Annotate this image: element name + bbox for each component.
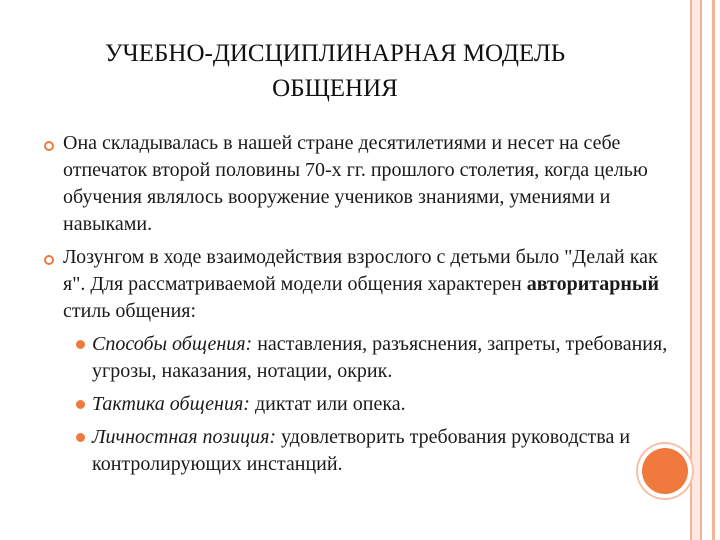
ring-bullet-icon <box>44 255 54 265</box>
sub-bullet-text: наставления, разъяснения, запреты, требования, угрозы, наказания, нотации, окрик. <box>92 333 668 382</box>
sub-bullet-text: диктат или опека. <box>249 393 406 415</box>
bullet-paragraph-2 <box>30 244 680 325</box>
sub-bullet-label: Личностная позиция: <box>92 426 277 448</box>
slide-title <box>30 36 640 106</box>
decorative-line <box>690 0 692 540</box>
decorative-band <box>692 0 700 540</box>
sub-bullet-3 <box>30 424 680 478</box>
title-line-2: ОБЩЕНИЯ <box>272 75 398 102</box>
dot-bullet-icon <box>76 433 85 442</box>
paragraph-text: Лозунгом в ходе взаимодействия взрослого с детьми было "Делай как я". Для рассматриваемой модели общения характерен <box>63 246 658 295</box>
ring-bullet-icon <box>44 141 54 151</box>
sub-bullet-text: удовлетворить требования руководства и контролирующих инстанций. <box>92 426 631 475</box>
sub-bullet-1 <box>30 331 680 385</box>
decorative-line <box>700 0 702 540</box>
sub-bullet-label: Способы общения: <box>92 333 253 355</box>
dot-bullet-icon <box>76 400 85 409</box>
sub-bullet-label: Тактика общения: <box>92 393 250 415</box>
paragraph-text: стиль общения: <box>63 300 197 322</box>
bold-term: авторитарный <box>526 273 660 295</box>
dot-bullet-icon <box>76 340 85 349</box>
bullet-paragraph-1 <box>30 130 680 238</box>
paragraph-text: Она складывалась в нашей стране десятилетиями и несет на себе отпечаток второй половины 70-х гг. прошлого столетия, когда целью обучения являлось вооружение учеников знаниями, умениями и навыками. <box>63 132 648 235</box>
sub-bullet-2 <box>30 391 680 418</box>
slide-content <box>30 130 680 484</box>
title-line-1: УЧЕБНО-ДИСЦИПЛИНАРНАЯ МОДЕЛЬ <box>104 40 566 67</box>
decorative-line <box>712 0 715 540</box>
